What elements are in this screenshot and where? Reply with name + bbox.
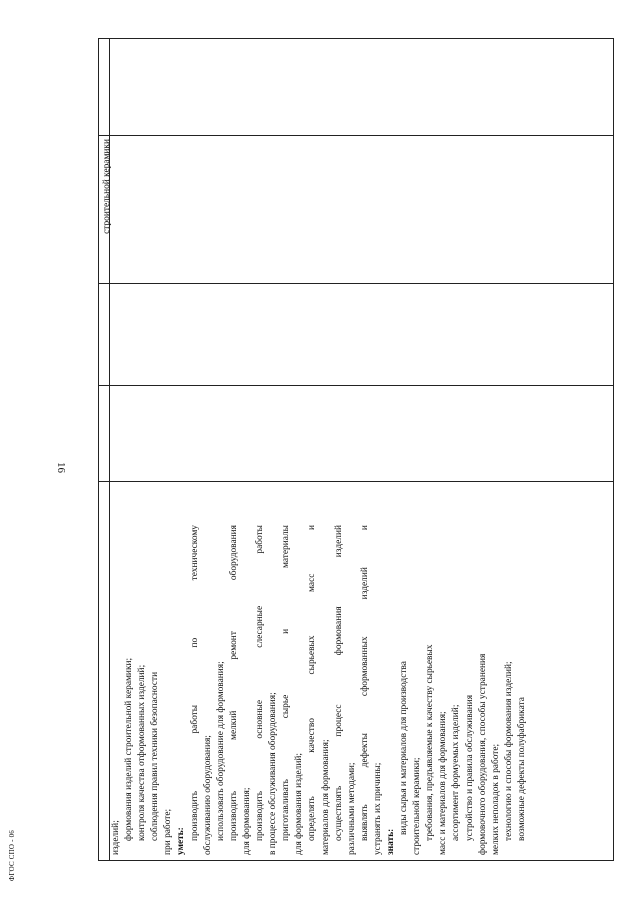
competency-word: дефекты [359,733,370,768]
competency-word: изделий [359,567,370,600]
competency-word: сырье [281,694,292,719]
competency-word: приготавливать [281,779,292,841]
competency-word: производить [189,790,200,841]
competency-line [189,525,202,855]
competency-line: при работе; [163,808,174,855]
competency-line: устранять их причины; [372,762,383,855]
competency-line: мелких неполадок в работе; [490,743,501,855]
table-cell-subject [102,139,114,329]
competency-line: ассортимент формуемых изделий; [451,704,462,841]
column-divider [99,283,613,284]
competency-line: знать: [385,828,396,855]
competency-word: оборудования [228,525,239,581]
competency-word: слесарные [255,605,266,648]
competency-line: контроля качества отформованных изделий; [137,664,148,841]
competency-line: для формования изделий; [294,753,305,855]
column-divider [99,385,613,386]
competency-text [110,519,527,855]
competency-word: производить [255,790,266,841]
competency-word: определять [307,796,318,841]
competency-line: строительной керамики; [412,757,423,855]
competency-word: производить [228,790,239,841]
competency-line: использовать оборудование для формования; [215,661,226,841]
competency-word: сформованных [359,636,370,697]
competency-line: уметь: [176,827,187,855]
competency-word: масс [307,573,318,592]
competency-word: формования [333,606,344,656]
column-divider [99,481,613,482]
competency-word: и [281,628,292,634]
competency-line: формования изделий строительной керамики; [124,657,135,841]
competency-line: изделий; [111,820,121,855]
competency-line [228,525,241,855]
competency-word: по [189,637,200,648]
competency-word: и [307,525,318,531]
competency-line [333,525,346,855]
standards-table [98,38,614,861]
competency-line [254,525,267,855]
competency-word: мелкий [228,710,239,740]
competency-line: технологию и способы формования изделий; [503,661,514,841]
competency-line: в процессе обслуживания оборудования; [268,692,279,855]
competency-word: и [359,525,370,531]
competency-line: для формования; [241,787,252,855]
table-cell-competencies [110,519,527,855]
competency-word: изделий [333,525,344,558]
page-number: 16 [55,462,67,473]
competency-word: материалы [281,525,292,569]
competency-word: выявлять [359,804,370,841]
competency-word: ремонт [228,631,239,660]
competency-line: виды сырья и материалов для производства [399,661,410,835]
competency-word: сырьевых [307,635,318,675]
competency-line [306,525,319,855]
competency-line: требования, предъявляемые к качеству сырьевых [425,644,436,841]
competency-word: качество [307,718,318,753]
competency-line: масс и материалов для формования; [438,711,449,855]
competency-line: устройство и правила обслуживания [464,694,475,841]
competency-word: работы [189,704,200,734]
competency-line: материалов для формования; [320,739,331,855]
competency-word: процесс [333,704,344,737]
competency-line: обслуживанию оборудования; [202,735,213,855]
column-divider [99,135,613,136]
competency-line: возможные дефекты полуфабриката [516,697,527,841]
competency-line [359,525,372,855]
competency-line: формовочного оборудования, способы устранения [477,653,488,855]
competency-line: соблюдения правил техники безопасности [150,671,161,841]
subject-label: строительной керамики [102,139,112,234]
competency-word: основные [255,699,266,739]
footer-code: ФГОС СПО - 06 [8,830,16,882]
competency-word: работы [255,525,266,554]
competency-word: техническому [189,525,200,581]
competency-line [280,525,293,855]
competency-word: осуществлять [333,785,344,841]
competency-line: различными методами; [346,762,357,855]
